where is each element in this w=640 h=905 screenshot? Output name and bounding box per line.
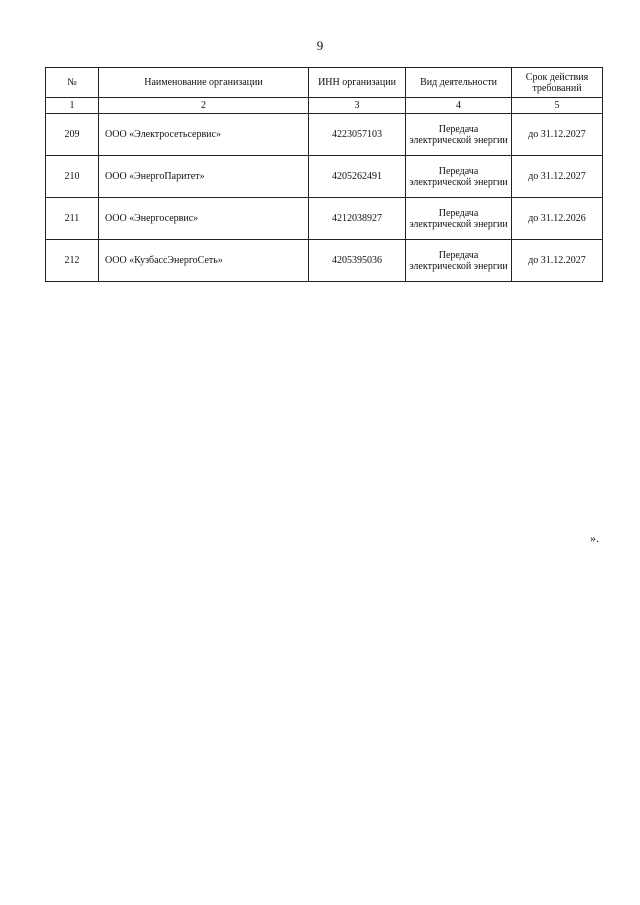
table-row xyxy=(46,198,603,240)
row-term: до 31.12.2026 xyxy=(512,198,603,240)
column-number: 2 xyxy=(99,98,309,114)
organizations-table xyxy=(45,67,603,282)
row-term: до 31.12.2027 xyxy=(512,114,603,156)
table-row xyxy=(46,156,603,198)
row-num: 211 xyxy=(46,198,99,240)
header-activity: Вид деятельности xyxy=(406,68,512,98)
row-term: до 31.12.2027 xyxy=(512,156,603,198)
header-term: Срок действия требований xyxy=(512,68,603,98)
row-inn: 4212038927 xyxy=(309,198,406,240)
row-name: ООО «Электросетьсервис» xyxy=(99,114,309,156)
row-activity: Передача электрической энергии xyxy=(406,198,512,240)
table-row xyxy=(46,114,603,156)
row-name: ООО «Энергосервис» xyxy=(99,198,309,240)
row-inn: 4223057103 xyxy=(309,114,406,156)
row-term: до 31.12.2027 xyxy=(512,240,603,282)
column-number: 5 xyxy=(512,98,603,114)
row-activity: Передача электрической энергии xyxy=(406,156,512,198)
closing-quote-mark: ». xyxy=(590,531,599,545)
header-num: № xyxy=(46,68,99,98)
column-number: 3 xyxy=(309,98,406,114)
column-number: 1 xyxy=(46,98,99,114)
page-number: 9 xyxy=(316,38,324,53)
row-num: 209 xyxy=(46,114,99,156)
column-numbers-row xyxy=(46,98,603,114)
row-activity: Передача электрической энергии xyxy=(406,240,512,282)
row-num: 212 xyxy=(46,240,99,282)
row-inn: 4205262491 xyxy=(309,156,406,198)
row-name: ООО «КузбассЭнергоСеть» xyxy=(99,240,309,282)
column-number: 4 xyxy=(406,98,512,114)
row-name: ООО «ЭнергоПаритет» xyxy=(99,156,309,198)
table-header-row xyxy=(46,68,603,98)
row-activity: Передача электрической энергии xyxy=(406,114,512,156)
table-row xyxy=(46,240,603,282)
row-num: 210 xyxy=(46,156,99,198)
row-inn: 4205395036 xyxy=(309,240,406,282)
header-name: Наименование организации xyxy=(99,68,309,98)
header-inn: ИНН организации xyxy=(309,68,406,98)
